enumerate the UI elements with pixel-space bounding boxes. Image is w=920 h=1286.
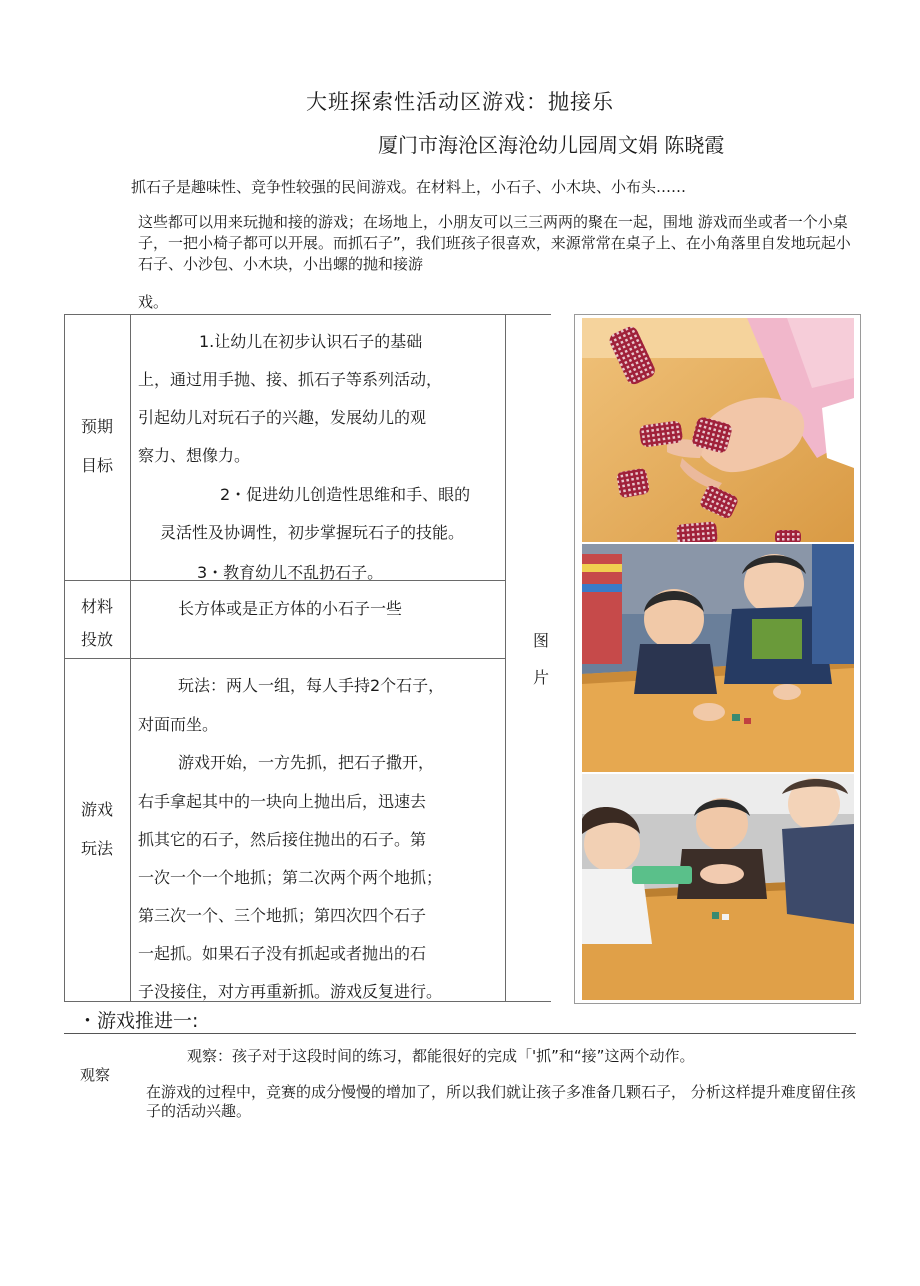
play-line: 子没接住，对方再重新抓。游戏反复进行。 xyxy=(138,982,443,1001)
observe-line-1: 观察：孩子对于这段时间的练习，都能很好的完成「'抓”和“接”这两个动作。 xyxy=(187,1047,695,1065)
goals-label-1: 预期 xyxy=(80,417,113,436)
goal-line: 察力、想像力。 xyxy=(138,446,251,465)
page-title: 大班探索性活动区游戏：抛接乐 xyxy=(306,90,614,114)
intro-line: 抓石子是趣味性、竞争性较强的民间游戏。在材料上，小石子、小木块、小布头…… xyxy=(131,178,687,196)
intro-paragraph-end: 戏。 xyxy=(138,293,169,311)
table-row-divider-2 xyxy=(64,658,506,659)
play-line: 右手拿起其中的一块向上抛出后，迅速去 xyxy=(138,792,427,811)
goals-label-2: 目标 xyxy=(80,456,113,475)
play-line: 游戏开始，一方先抓，把石子撒开， xyxy=(178,753,435,772)
play-line: 第三次一个、三个地抓；第四次四个石子 xyxy=(138,906,427,925)
play-line: 一起抓。如果石子没有抓起或者抛出的石 xyxy=(138,944,427,963)
goal-line: 3・教育幼儿不乱扔石子。 xyxy=(197,563,384,582)
section-heading: ・游戏推进一: xyxy=(78,1010,199,1032)
pictures-label-1: 图 xyxy=(533,631,550,650)
goal-line: 1.让幼儿在初步认识石子的基础 xyxy=(199,332,423,351)
observe-line-2: 在游戏的过程中，竞赛的成分慢慢的增加了，所以我们就让孩子多准备几颗石子， 分析这样提升难度留住孩子的活动兴趣。 xyxy=(146,1083,856,1120)
materials-label-2: 投放 xyxy=(80,630,113,649)
play-line: 一次一个一个地抓；第二次两个两个地抓； xyxy=(138,868,443,887)
table-border-top xyxy=(64,314,551,315)
play-line: 抓其它的石子，然后接住抛出的石子。第 xyxy=(138,830,427,849)
section-divider xyxy=(64,1033,856,1034)
play-label-2: 玩法 xyxy=(80,839,113,858)
photo-hand-catching-sacks xyxy=(582,318,854,542)
play-line: 玩法：两人一组，每人手持2个石子， xyxy=(178,676,445,695)
intro-paragraph: 这些都可以用来玩抛和接的游戏；在场地上，小朋友可以三三两两的聚在一起，围地 游戏而坐或者一个小桌子，一把小椅子都可以开展。而抓石子”，我们班孩子很喜欢，来源常常在桌子上、在小角落里自发地玩起小石子、小沙包、小木块，小出螺的抛和接游 xyxy=(138,213,851,273)
goal-line: 上，通过用手抛、接、抓石子等系列活动， xyxy=(138,370,443,389)
author-line: 厦门市海沧区海沧幼儿园周文娟 陈晓霞 xyxy=(378,133,725,157)
play-line: 对面而坐。 xyxy=(138,715,219,734)
pictures-label-2: 片 xyxy=(533,668,550,687)
goal-line: 2・促进幼儿创造性思维和手、眼的 xyxy=(220,485,471,504)
photo-children-at-table xyxy=(582,544,854,772)
goal-line: 引起幼儿对玩石子的兴趣，发展幼儿的观 xyxy=(138,408,427,427)
materials-text: 长方体或是正方体的小石子一些 xyxy=(178,599,403,618)
observe-label: 观察 xyxy=(80,1066,111,1084)
photo-children-playing-stones xyxy=(582,774,854,1000)
goal-line: 灵活性及协调性，初步掌握玩石子的技能。 xyxy=(160,523,465,542)
materials-label-1: 材料 xyxy=(80,597,113,616)
play-label-1: 游戏 xyxy=(80,800,113,819)
